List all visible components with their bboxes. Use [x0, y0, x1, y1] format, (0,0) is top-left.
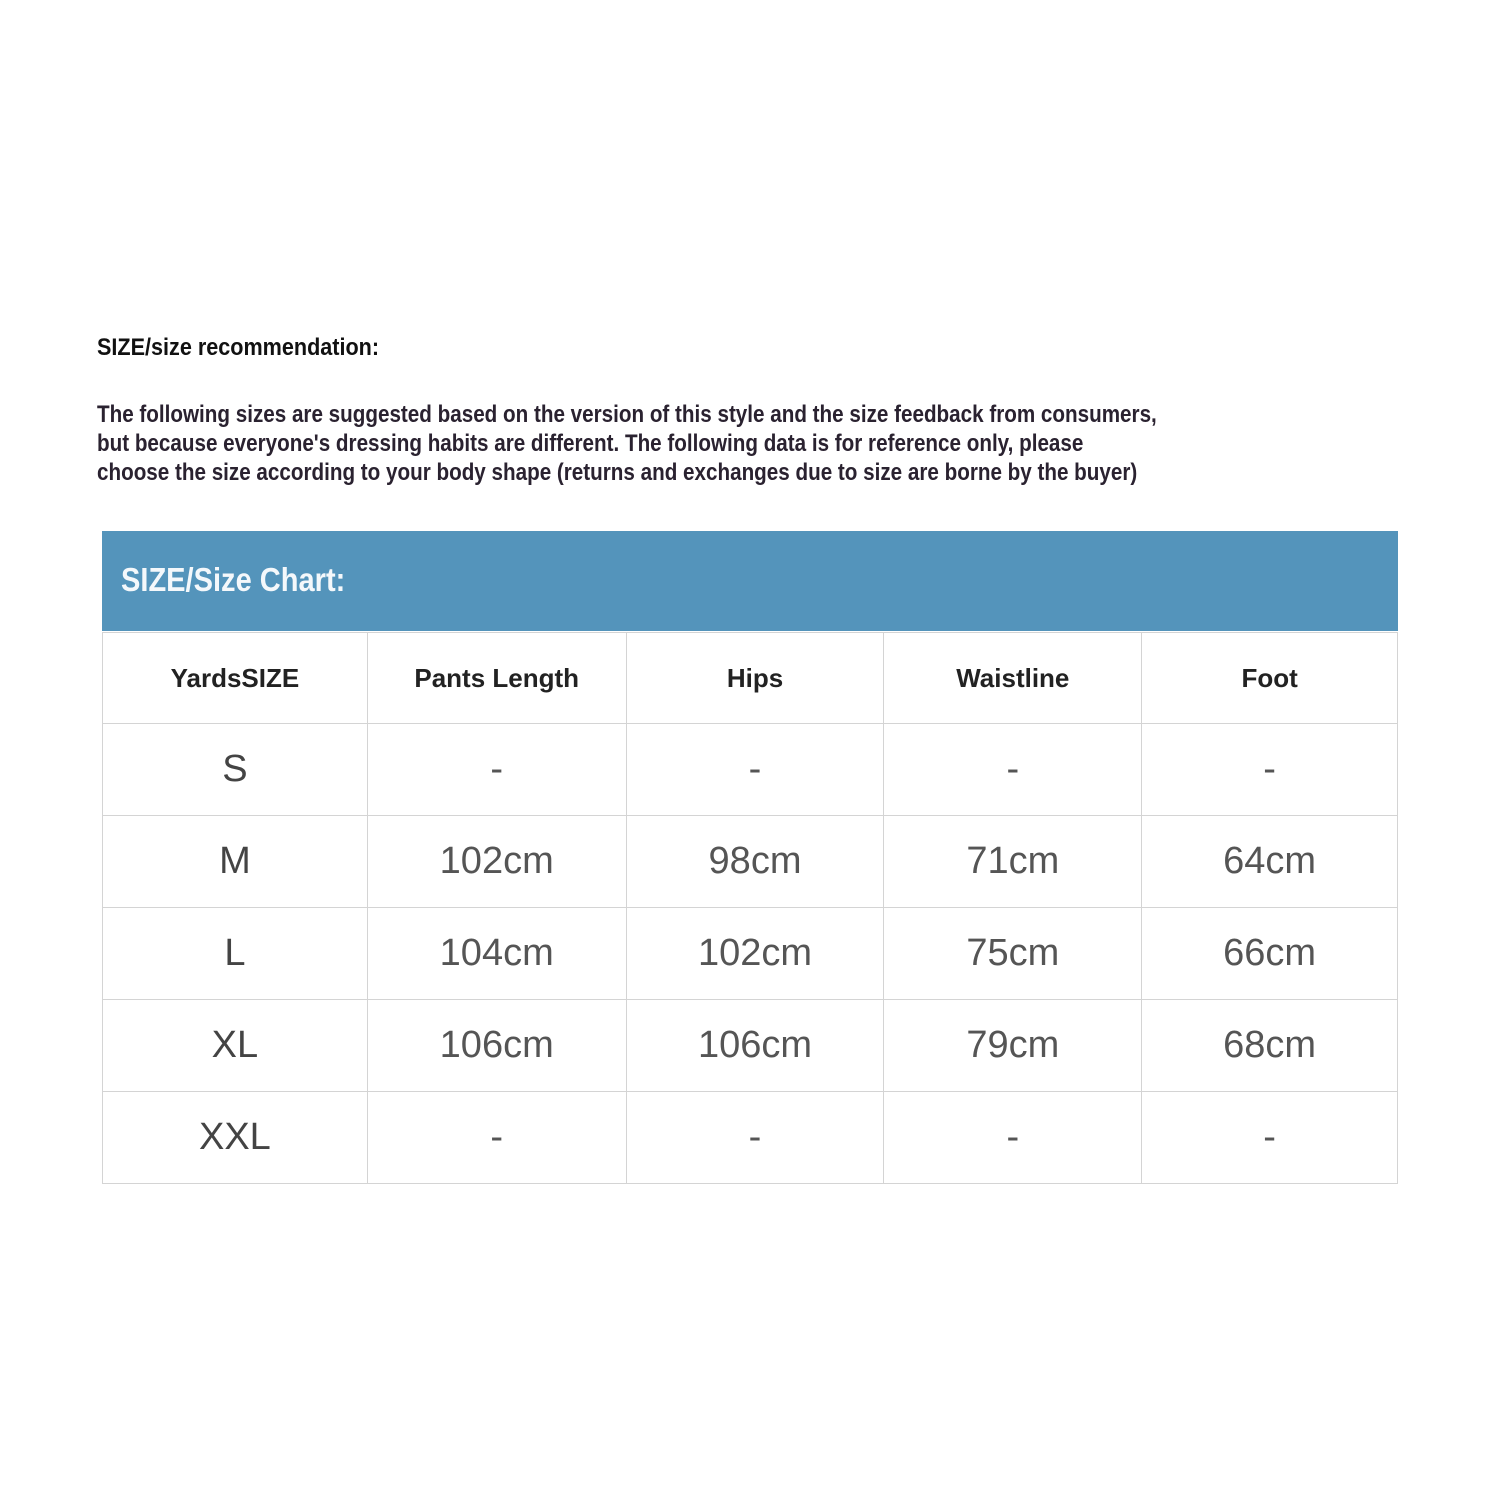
cell-waistline: 79cm: [884, 1000, 1142, 1092]
cell-hips: -: [626, 724, 884, 816]
size-chart-title: SIZE/Size Chart:: [121, 561, 346, 598]
cell-waistline: -: [884, 724, 1142, 816]
cell-foot: -: [1142, 1092, 1398, 1184]
cell-waistline: 75cm: [884, 908, 1142, 1000]
table-row: [103, 816, 1398, 908]
cell-size: XL: [103, 1000, 368, 1092]
table-row: [103, 908, 1398, 1000]
recommendation-text: [97, 400, 1329, 487]
size-table: [102, 632, 1398, 1184]
cell-size: M: [103, 816, 368, 908]
cell-pants-length: -: [367, 724, 626, 816]
cell-foot: 66cm: [1142, 908, 1398, 1000]
cell-pants-length: -: [367, 1092, 626, 1184]
cell-hips: 102cm: [626, 908, 884, 1000]
header-size: YardsSIZE: [103, 633, 368, 724]
header-waistline: Waistline: [884, 633, 1142, 724]
recommendation-title: SIZE/size recommendation:: [97, 334, 380, 361]
cell-pants-length: 104cm: [367, 908, 626, 1000]
header-foot: Foot: [1142, 633, 1398, 724]
table-row: [103, 724, 1398, 816]
size-chart-header-bar: [102, 531, 1398, 631]
cell-pants-length: 106cm: [367, 1000, 626, 1092]
cell-size: XXL: [103, 1092, 368, 1184]
cell-hips: 98cm: [626, 816, 884, 908]
header-hips: Hips: [626, 633, 884, 724]
cell-foot: -: [1142, 724, 1398, 816]
recommendation-line: choose the size according to your body shape (returns and exchanges due to size are borne by the buyer): [97, 459, 1138, 486]
cell-hips: -: [626, 1092, 884, 1184]
cell-waistline: -: [884, 1092, 1142, 1184]
recommendation-line: The following sizes are suggested based on the version of this style and the size feedback from consumers,: [97, 401, 1157, 428]
cell-size: L: [103, 908, 368, 1000]
header-pants-length: Pants Length: [367, 633, 626, 724]
cell-foot: 68cm: [1142, 1000, 1398, 1092]
table-row: [103, 1092, 1398, 1184]
recommendation-line: but because everyone's dressing habits are different. The following data is for reference only, please: [97, 430, 1084, 457]
table-header-row: [103, 633, 1398, 724]
cell-waistline: 71cm: [884, 816, 1142, 908]
cell-hips: 106cm: [626, 1000, 884, 1092]
cell-pants-length: 102cm: [367, 816, 626, 908]
cell-size: S: [103, 724, 368, 816]
table-row: [103, 1000, 1398, 1092]
cell-foot: 64cm: [1142, 816, 1398, 908]
